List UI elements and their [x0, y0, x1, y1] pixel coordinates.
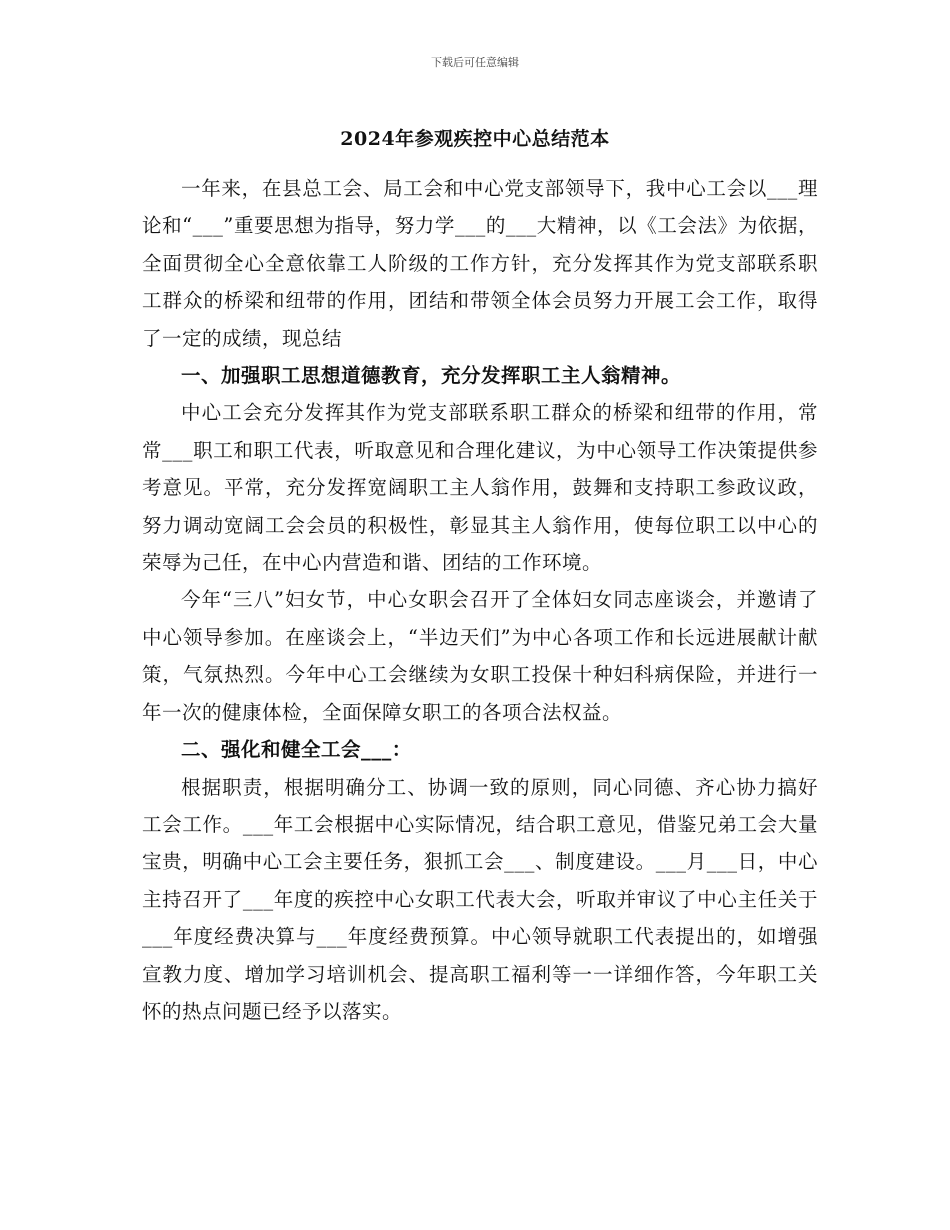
body-paragraph: 中心工会充分发挥其作为党支部联系职工群众的桥梁和纽带的作用，常常___职工和职工代表，听取意见和合理化建议，为中心领导工作决策提供参考意见。平常，充分发挥宽阔职工主人翁作用，鼓舞和支持职工参政议政，努力调动宽阔工会会员的积极性，彰显其主人翁作用，使每位职工以中心的荣辱为己任，在中心内营造和谐、团结的工作环境。 [142, 401, 818, 575]
document-body [142, 170, 818, 1030]
intro-paragraph: 一年来，在县总工会、局工会和中心党支部领导下，我中心工会以___理论和“___”重要思想为指导，努力学___的___大精神，以《工会法》为依据，全面贯彻全心全意依靠工人阶级的工作方针，充分发挥其作为党支部联系职工群众的桥梁和纽带的作用，团结和带领全体会员努力开展工会工作，取得了一定的成绩，现总结 [142, 177, 818, 350]
section-heading-2: 二、强化和健全工会___： [181, 738, 412, 762]
section-heading-1: 一、加强职工思想道德教育，充分发挥职工主人翁精神。 [181, 364, 682, 388]
body-paragraph: 根据职责，根据明确分工、协调一致的原则，同心同德、齐心协力搞好工会工作。___年工会根据中心实际情况，结合职工意见，借鉴兄弟工会大量宝贵，明确中心工会主要任务，狠抓工会___、制度建设。___月___日，中心主持召开了___年度的疾控中心女职工代表大会，听取并审议了中心主任关于___年度经费决算与___年度经费预算。中心领导就职工代表提出的，如增强宣教力度、增加学习培训机会、提高职工福利等一一详细作答，今年职工关怀的热点问题已经予以落实。 [142, 775, 818, 1023]
document-title: 2024年参观疾控中心总结范本 [340, 128, 610, 150]
body-paragraph: 今年“三八”妇女节，中心女职会召开了全体妇女同志座谈会，并邀请了中心领导参加。在座谈会上，“半边天们”为中心各项工作和长远进展献计献策，气氛热烈。今年中心工会继续为女职工投保十种妇科病保险，并进行一年一次的健康体检，全面保障女职工的各项合法权益。 [142, 588, 818, 724]
header-note: 下载后可任意编辑 [431, 56, 519, 69]
